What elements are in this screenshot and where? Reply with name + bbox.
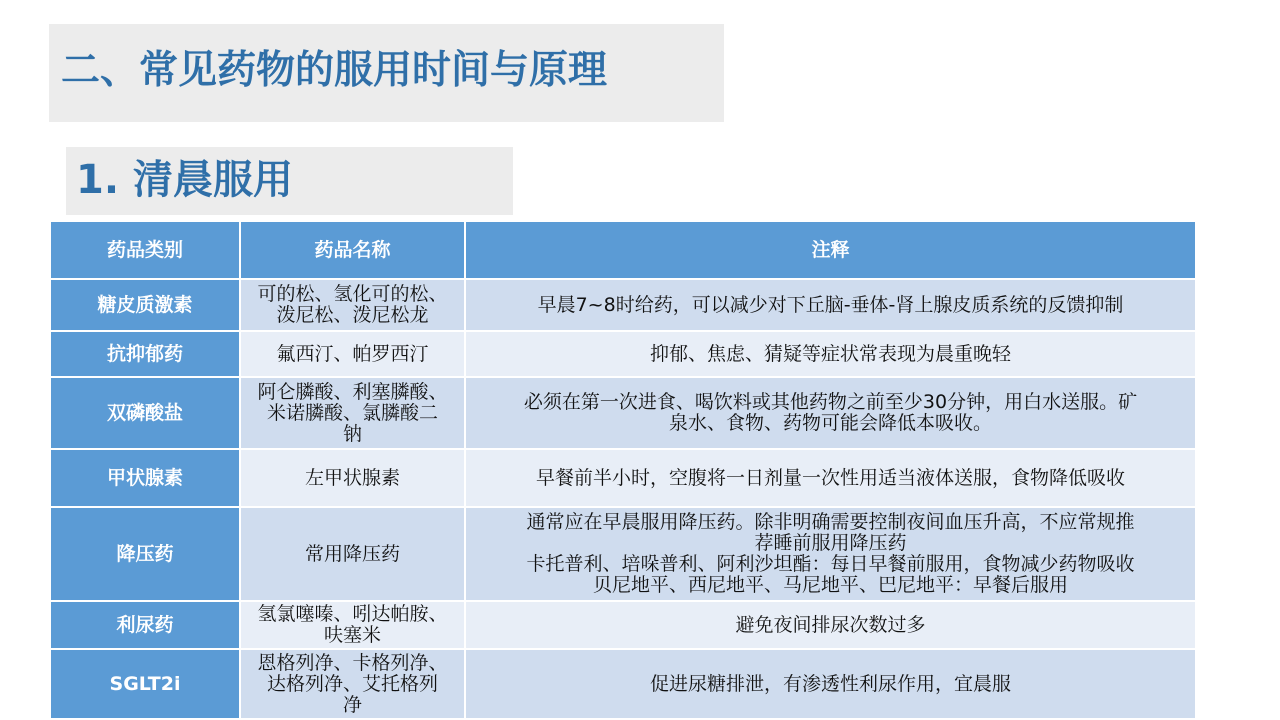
table-row — [50, 449, 1196, 507]
drug-name-line: 呋塞米 — [323, 624, 381, 646]
drug-name-cell — [240, 649, 465, 719]
drug-name-line: 可的松、氢化可的松、 — [257, 283, 448, 305]
drug-name-line: 米诺膦酸、氯膦酸二 — [266, 401, 438, 424]
table-row — [50, 331, 1196, 377]
drug-note-cell — [465, 649, 1196, 719]
drug-note-cell — [465, 507, 1196, 601]
drug-name-cell — [240, 507, 465, 601]
drug-name-line: 氢氯噻嗪、吲达帕胺、 — [257, 603, 448, 625]
drug-note-cell — [465, 279, 1196, 331]
drug-category-cell: 利尿药 — [50, 601, 240, 649]
drug-name-line: 常用降压药 — [304, 542, 400, 565]
drug-note-line: 贝尼地平、西尼地平、马尼地平、巴尼地平：早餐后服用 — [592, 574, 1068, 596]
drug-category-cell: 降压药 — [50, 507, 240, 601]
drug-name-line: 泼尼松、泼尼松龙 — [276, 304, 429, 326]
drug-note-line: 促进尿糖排泄，有渗透性利尿作用，宜晨服 — [649, 672, 1011, 695]
section-subtitle: 1. 清晨服用 — [76, 157, 293, 203]
drug-name-line: 达格列净、艾托格列 — [266, 672, 438, 695]
drug-note-cell — [465, 601, 1196, 649]
drug-name-line: 钠 — [342, 422, 362, 445]
drug-name-cell — [240, 601, 465, 649]
header-drug-name: 药品名称 — [240, 221, 465, 279]
drug-timing-table — [49, 220, 1197, 720]
table-row — [50, 279, 1196, 331]
drug-note-line: 通常应在早晨服用降压药。除非明确需要控制夜间血压升高，不应常规推 — [526, 511, 1135, 533]
title-banner — [49, 24, 724, 122]
drug-category-cell: 糖皮质激素 — [50, 279, 240, 331]
drug-note-line: 抑郁、焦虑、猜疑等症状常表现为晨重晚轻 — [649, 342, 1011, 365]
drug-name-cell — [240, 331, 465, 377]
drug-note-line: 早餐前半小时，空腹将一日剂量一次性用适当液体送服，食物降低吸收 — [535, 466, 1125, 489]
drug-name-cell — [240, 279, 465, 331]
drug-category-cell: SGLT2i — [50, 649, 240, 719]
drug-note-line: 荐睡前服用降压药 — [754, 532, 907, 554]
table-row — [50, 649, 1196, 719]
drug-name-line: 阿仑膦酸、利塞膦酸、 — [257, 380, 448, 403]
drug-category-cell: 双磷酸盐 — [50, 377, 240, 449]
drug-name-line: 左甲状腺素 — [304, 466, 400, 489]
table-header-row — [50, 221, 1196, 279]
drug-name-line: 氟西汀、帕罗西汀 — [276, 342, 429, 365]
drug-note-line: 避免夜间排尿次数过多 — [735, 613, 926, 636]
table-row — [50, 507, 1196, 601]
drug-note-cell — [465, 331, 1196, 377]
drug-category-cell: 抗抑郁药 — [50, 331, 240, 377]
drug-note-cell — [465, 449, 1196, 507]
drug-note-line: 泉水、食物、药物可能会降低本吸收。 — [668, 412, 992, 434]
subtitle-banner — [66, 147, 513, 215]
drug-name-line: 恩格列净、卡格列净、 — [257, 651, 448, 674]
table-row — [50, 377, 1196, 449]
drug-name-cell — [240, 377, 465, 449]
drug-note-cell — [465, 377, 1196, 449]
drug-name-line: 净 — [342, 693, 362, 716]
header-notes: 注释 — [465, 221, 1196, 279]
drug-note-line: 卡托普利、培哚普利、阿利沙坦酯：每日早餐前服用，食物减少药物吸收 — [526, 553, 1135, 575]
page-title: 二、常见药物的服用时间与原理 — [61, 48, 608, 93]
header-category: 药品类别 — [50, 221, 240, 279]
drug-name-cell — [240, 449, 465, 507]
drug-note-line: 早晨7~8时给药，可以减少对下丘脑-垂体-肾上腺皮质系统的反馈抑制 — [537, 293, 1124, 316]
table-row — [50, 601, 1196, 649]
drug-category-cell: 甲状腺素 — [50, 449, 240, 507]
drug-note-line: 必须在第一次进食、喝饮料或其他药物之前至少30分钟，用白水送服。矿 — [523, 391, 1138, 413]
